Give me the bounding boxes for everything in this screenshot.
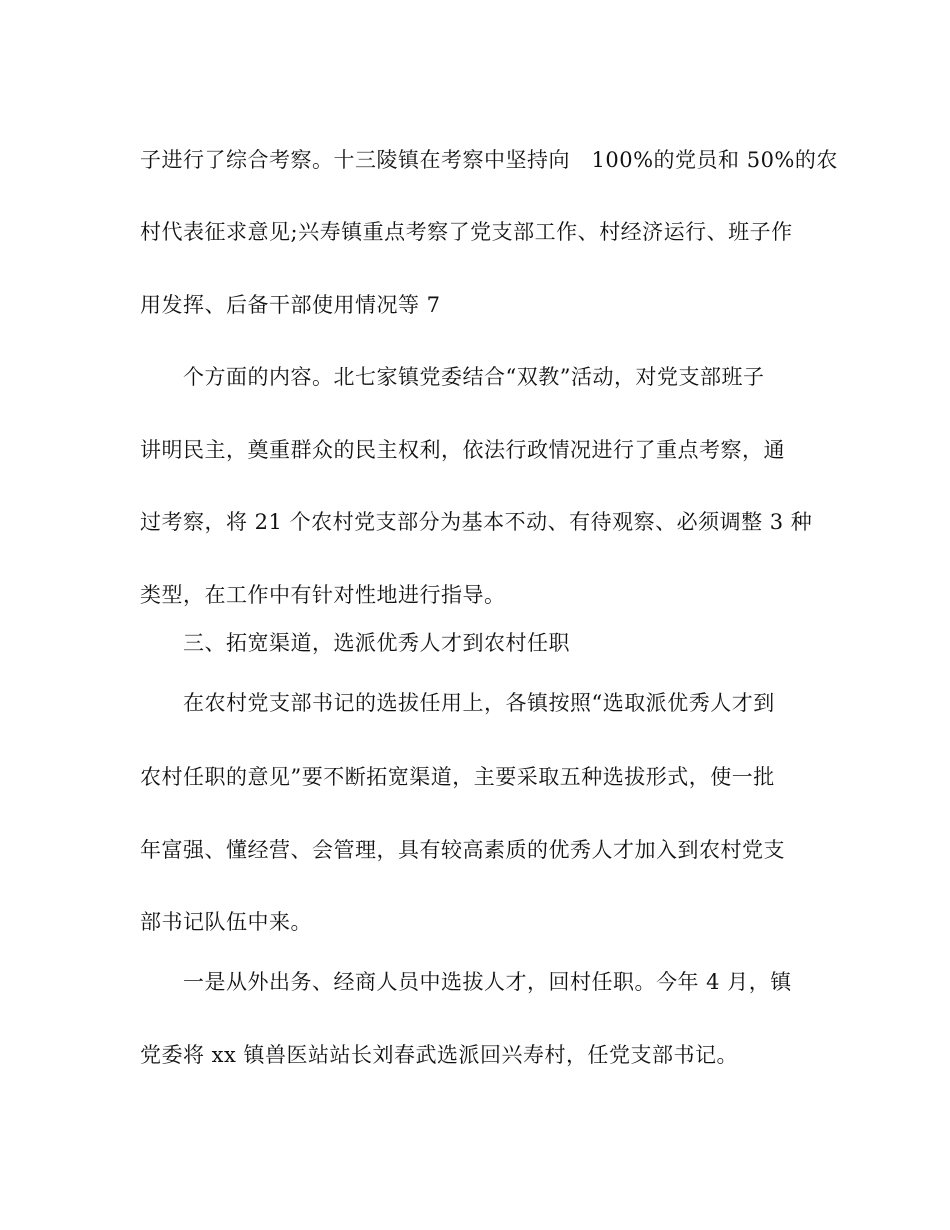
text-line-5: 讲明民主，奠重群众的民主权利，依法行政情况进行了重点考察，通 — [140, 438, 785, 462]
text-line-3: 用发挥、后备干部使用情况等 7 — [140, 293, 441, 317]
text-line-9: 在农村党支部书记的选拔任用上，各镇按照“选取派优秀人才到 — [183, 691, 775, 715]
text-line-14: 党委将 xx 镇兽医站站长刘春武选派回兴寿村，任党支部书记。 — [140, 1043, 739, 1067]
text-line-11: 年富强、懂经营、会管理，具有较高素质的优秀人才加入到农村党支 — [140, 838, 785, 862]
text-line-6: 过考察，将 21 个农村党支部分为基本不动、有待观察、必须调整 3 种 — [140, 510, 813, 534]
text-line-4: 个方面的内容。北七家镇党委结合“双教”活动，对党支部班子 — [183, 365, 765, 389]
text-line-1: 子进行了综合考察。十三陵镇在考察中坚持向 100%的党员和 50%的农 — [140, 148, 838, 172]
text-line-7: 类型，在工作中有针对性地进行指导。 — [140, 583, 506, 607]
text-line-12: 部书记队伍中来。 — [140, 910, 312, 934]
section-heading: 三、拓宽渠道，选派优秀人才到农村任职 — [183, 631, 570, 655]
text-line-10: 农村任职的意见”要不断拓宽渠道，主要采取五种选拔形式，使一批 — [140, 765, 775, 789]
text-line-2: 村代表征求意见;兴寿镇重点考察了党支部工作、村经济运行、班子作 — [140, 220, 793, 244]
text-line-13: 一是从外出务、经商人员中选拔人才，回村任职。今年 4 月，镇 — [183, 970, 792, 994]
